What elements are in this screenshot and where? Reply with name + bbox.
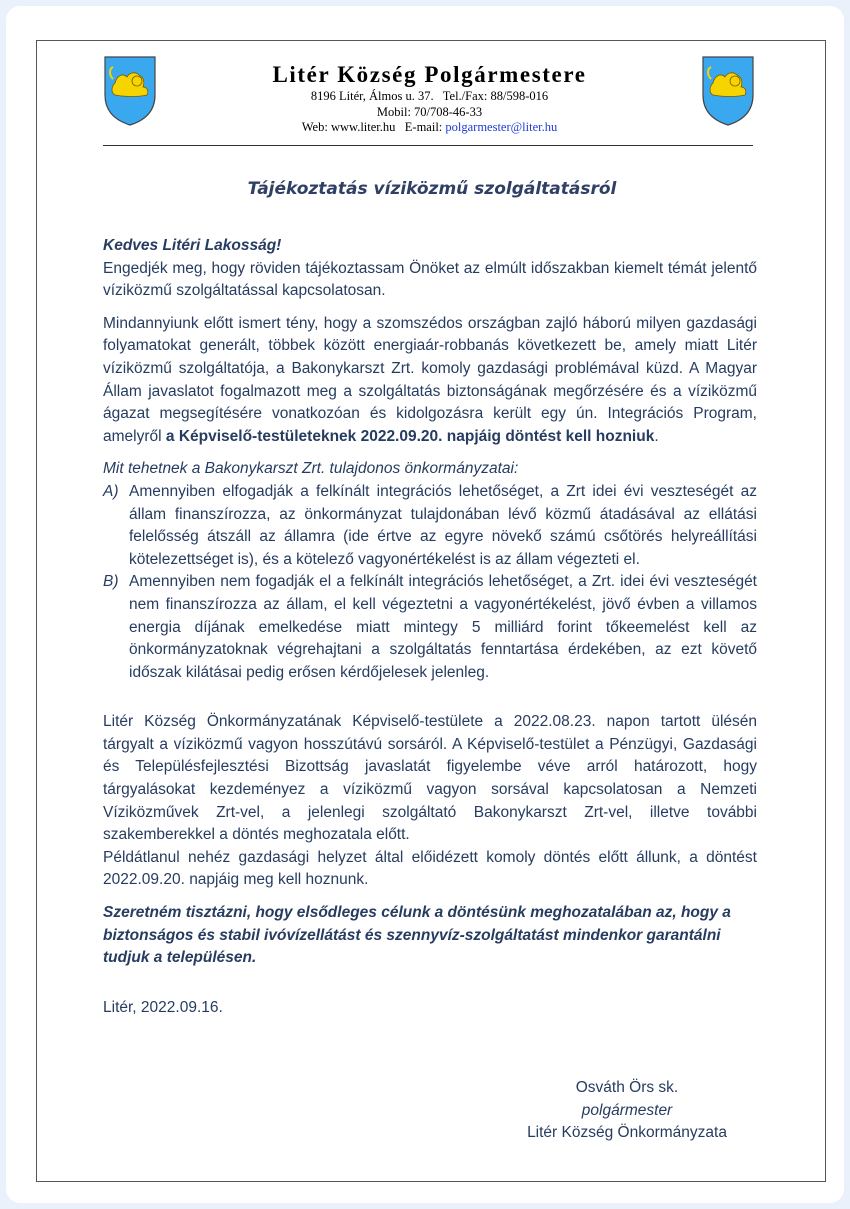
letterhead-web: Web: www.liter.hu E-mail: bbox=[301, 120, 446, 134]
paragraph-intro: Engedjék meg, hogy röviden tájékoztassam Önöket az elmúlt időszakban kiemelt témát jelentő víziközmű szolgáltatással kapcsolatosan. bbox=[103, 259, 757, 300]
greeting: Kedves Litéri Lakosság! bbox=[103, 237, 282, 254]
option-b-marker: B) bbox=[103, 573, 119, 591]
page-background bbox=[6, 6, 844, 1203]
option-a-marker: A) bbox=[103, 482, 119, 500]
signature-block bbox=[507, 1077, 747, 1145]
signature-org: Litér Község Önkormányzata bbox=[527, 1124, 727, 1142]
option-a-text: Amennyiben elfogadják a felkínált integrációs lehetőséget, a Zrt idei évi veszteségét az állam finanszírozza, az önkormányzat tulajdonában lévő közmű átadásával az ellátási felelősség átszáll az államra (ide értve az egyre növekő számú csőtörés helyreállítási kötelezettséget is), és a kötelező vagyonértékelést is az állam végezteti el. bbox=[129, 482, 757, 568]
options-intro: Mit tehetnek a Bakonykarszt Zrt. tulajdonos önkormányzatai: bbox=[103, 460, 519, 478]
document-title: Tájékoztatás víziközmű szolgáltatásról bbox=[247, 179, 617, 199]
option-b-text: Amennyiben nem fogadják el a felkínált integrációs lehetőséget, a Zrt. idei évi veszteségét nem finanszírozza az állam, el kell végeztetni a vagyonértékelést, jövő évben a villamos energia díjának emelkedése miatt mintegy 5 milliárd forint tőkeemelést kell az önkormányzatoknak végrehajtani a szolgáltatás fenntartása érdekében, az ezt követő időszak kilátásai pedig erősen kérdőjelesek jelenleg. bbox=[129, 573, 757, 681]
letter-page bbox=[36, 40, 826, 1182]
paragraph-context-deadline: a Képviselő-testületeknek 2022.09.20. napjáig döntést kell hozniuk bbox=[165, 427, 655, 445]
coat-of-arms-left-icon bbox=[103, 55, 157, 127]
letterhead-title: Litér Község Polgármestere bbox=[272, 62, 587, 87]
paragraph-emphasis: Szeretném tisztázni, hogy elsődleges célunk a döntésünk meghozatalában az, hogy a biztonságos és stabil ivóvízellátást és szennyvíz-szolgáltatást mindenkor garantálni tudjuk a településen. bbox=[103, 904, 731, 967]
letterhead-contact bbox=[157, 120, 702, 136]
coat-of-arms-right-icon bbox=[701, 55, 755, 127]
signature-role: polgármester bbox=[581, 1101, 673, 1119]
paragraph-context-end: . bbox=[654, 427, 659, 445]
option-a bbox=[103, 481, 757, 571]
letterhead-mobile: Mobil: 70/708-46-33 bbox=[376, 104, 483, 119]
paragraph-meeting: Litér Község Önkormányzatának Képviselő-testülete a 2022.08.23. napon tartott ülésén tárgyalt a víziközmű vagyon hosszútávú sorsáról. A Képviselő-testület a Pénzügyi, Gazdasági és Településfejlesztési Bizottság javaslatát figyelembe véve arról határozott, hogy tárgyalásokat kezdeményez a víziközmű vagyon sorsával kapcsolatosan a Nemzeti Víziközművek Zrt-vel, a jelenlegi szolgáltató Bakonykarszt Zrt-vel, illetve további szakemberekkel a döntés meghozatala előtt. bbox=[103, 713, 757, 844]
paragraph-context bbox=[103, 313, 757, 449]
letter-body bbox=[103, 235, 757, 1019]
letterhead-address: 8196 Litér, Álmos u. 37. Tel./Fax: 88/598-016 bbox=[310, 89, 549, 103]
signature-name: Osváth Örs sk. bbox=[575, 1079, 679, 1096]
header-divider bbox=[103, 145, 753, 146]
letterhead bbox=[157, 61, 702, 136]
option-b bbox=[103, 571, 757, 684]
paragraph-decision: Példátlanul nehéz gazdasági helyzet által előidézett komoly döntés előtt állunk, a döntést 2022.09.20. napjáig meg kell hoznunk. bbox=[103, 848, 757, 889]
paragraph-context-text: Mindannyiunk előtt ismert tény, hogy a szomszédos országban zajló háború milyen gazdasági folyamatokat generált, többek között energiaár-robbanás következett be, amely miatt Litér víziközmű szolgáltatója, a Bakonykarszt Zrt. komoly gazdasági problémával küzd. A Magyar Állam javaslatot fogalmazott meg a szolgáltatás biztonságának megőrzésére és a víziközmű ágazat megsegítésére vonatkozóan és kidolgozásra került egy ún. Integrációs Program, amelyről bbox=[103, 314, 757, 445]
letter-date: Litér, 2022.09.16. bbox=[103, 998, 223, 1016]
email-link[interactable]: polgarmester@liter.hu bbox=[445, 120, 558, 134]
